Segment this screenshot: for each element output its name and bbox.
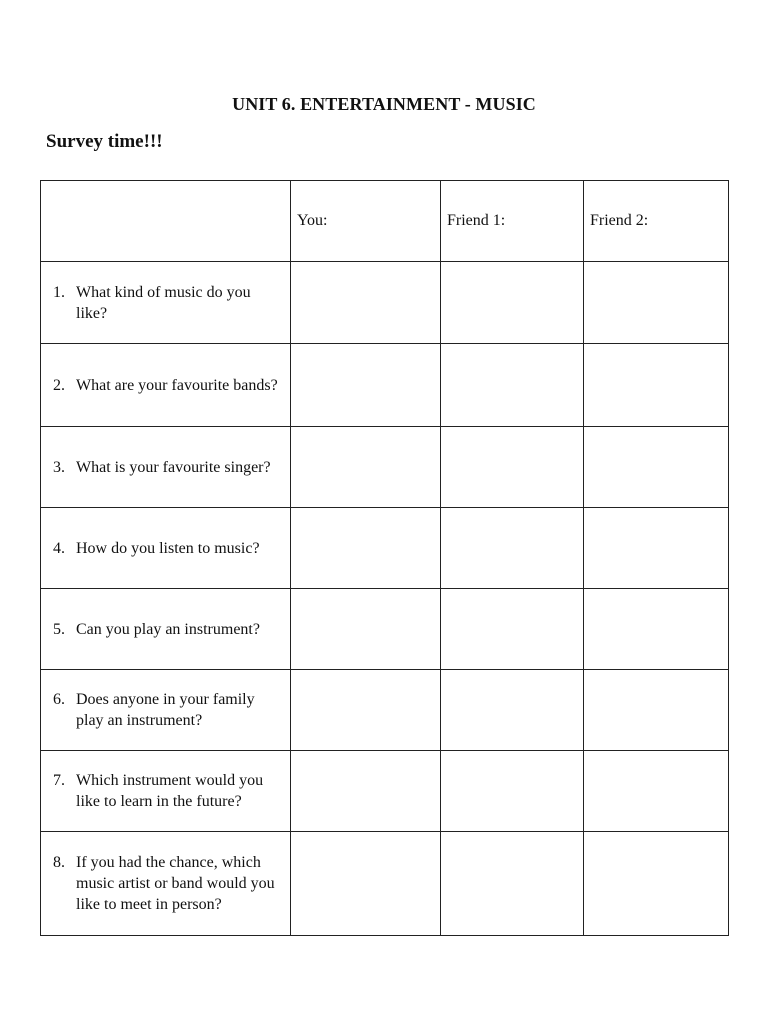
question-text: Which instrument would you like to learn in the future? [76,772,264,810]
question-text: What are your favourite bands? [76,376,278,394]
answer-cell-you[interactable] [291,751,441,832]
question-cell [41,262,291,344]
question-cell [41,670,291,751]
answer-cell-you[interactable] [291,670,441,751]
question-number: 7. [53,772,65,789]
question-text: Can you play an instrument? [76,620,260,638]
question-number: 2. [53,376,65,394]
question-text: What is your favourite singer? [76,458,271,476]
answer-cell-friend-2[interactable] [584,262,729,344]
question-cell [41,344,291,427]
header-friend-1: Friend 1: [441,181,584,262]
question-number: 3. [53,458,65,476]
question-number: 8. [53,854,65,871]
question-cell [41,751,291,832]
table-row [41,589,729,670]
table-row [41,832,729,936]
survey-table [40,180,729,936]
question-number: 1. [53,283,65,301]
table-row [41,508,729,589]
table-row [41,427,729,508]
answer-cell-friend-2[interactable] [584,508,729,589]
answer-cell-friend-2[interactable] [584,670,729,751]
answer-cell-friend-1[interactable] [441,344,584,427]
answer-cell-you[interactable] [291,427,441,508]
question-text: Does anyone in your family play an instrument? [76,691,255,729]
answer-cell-friend-1[interactable] [441,427,584,508]
header-empty-cell [41,181,291,262]
table-header-row [41,181,729,262]
table-row [41,751,729,832]
answer-cell-friend-1[interactable] [441,589,584,670]
answer-cell-friend-1[interactable] [441,751,584,832]
answer-cell-you[interactable] [291,344,441,427]
answer-cell-you[interactable] [291,832,441,936]
answer-cell-friend-1[interactable] [441,508,584,589]
header-you: You: [291,181,441,262]
question-text: How do you listen to music? [76,539,260,557]
answer-cell-friend-1[interactable] [441,262,584,344]
question-cell [41,427,291,508]
question-text: If you had the chance, which music artist or band would you like to meet in person? [76,854,275,913]
answer-cell-you[interactable] [291,508,441,589]
answer-cell-friend-1[interactable] [441,670,584,751]
table-row [41,670,729,751]
answer-cell-friend-2[interactable] [584,427,729,508]
table-row [41,344,729,427]
question-cell [41,832,291,936]
answer-cell-you[interactable] [291,262,441,344]
question-text: What kind of music do you like? [76,283,251,322]
page-title: UNIT 6. ENTERTAINMENT - MUSIC [232,94,536,114]
question-cell [41,508,291,589]
answer-cell-friend-2[interactable] [584,832,729,936]
question-cell [41,589,291,670]
answer-cell-friend-2[interactable] [584,751,729,832]
answer-cell-friend-1[interactable] [441,832,584,936]
question-number: 4. [53,539,65,557]
survey-subtitle: Survey time!!! [46,131,163,152]
answer-cell-you[interactable] [291,589,441,670]
question-number: 5. [53,620,65,638]
header-friend-2: Friend 2: [584,181,729,262]
question-number: 6. [53,691,65,708]
table-row [41,262,729,344]
answer-cell-friend-2[interactable] [584,589,729,670]
answer-cell-friend-2[interactable] [584,344,729,427]
